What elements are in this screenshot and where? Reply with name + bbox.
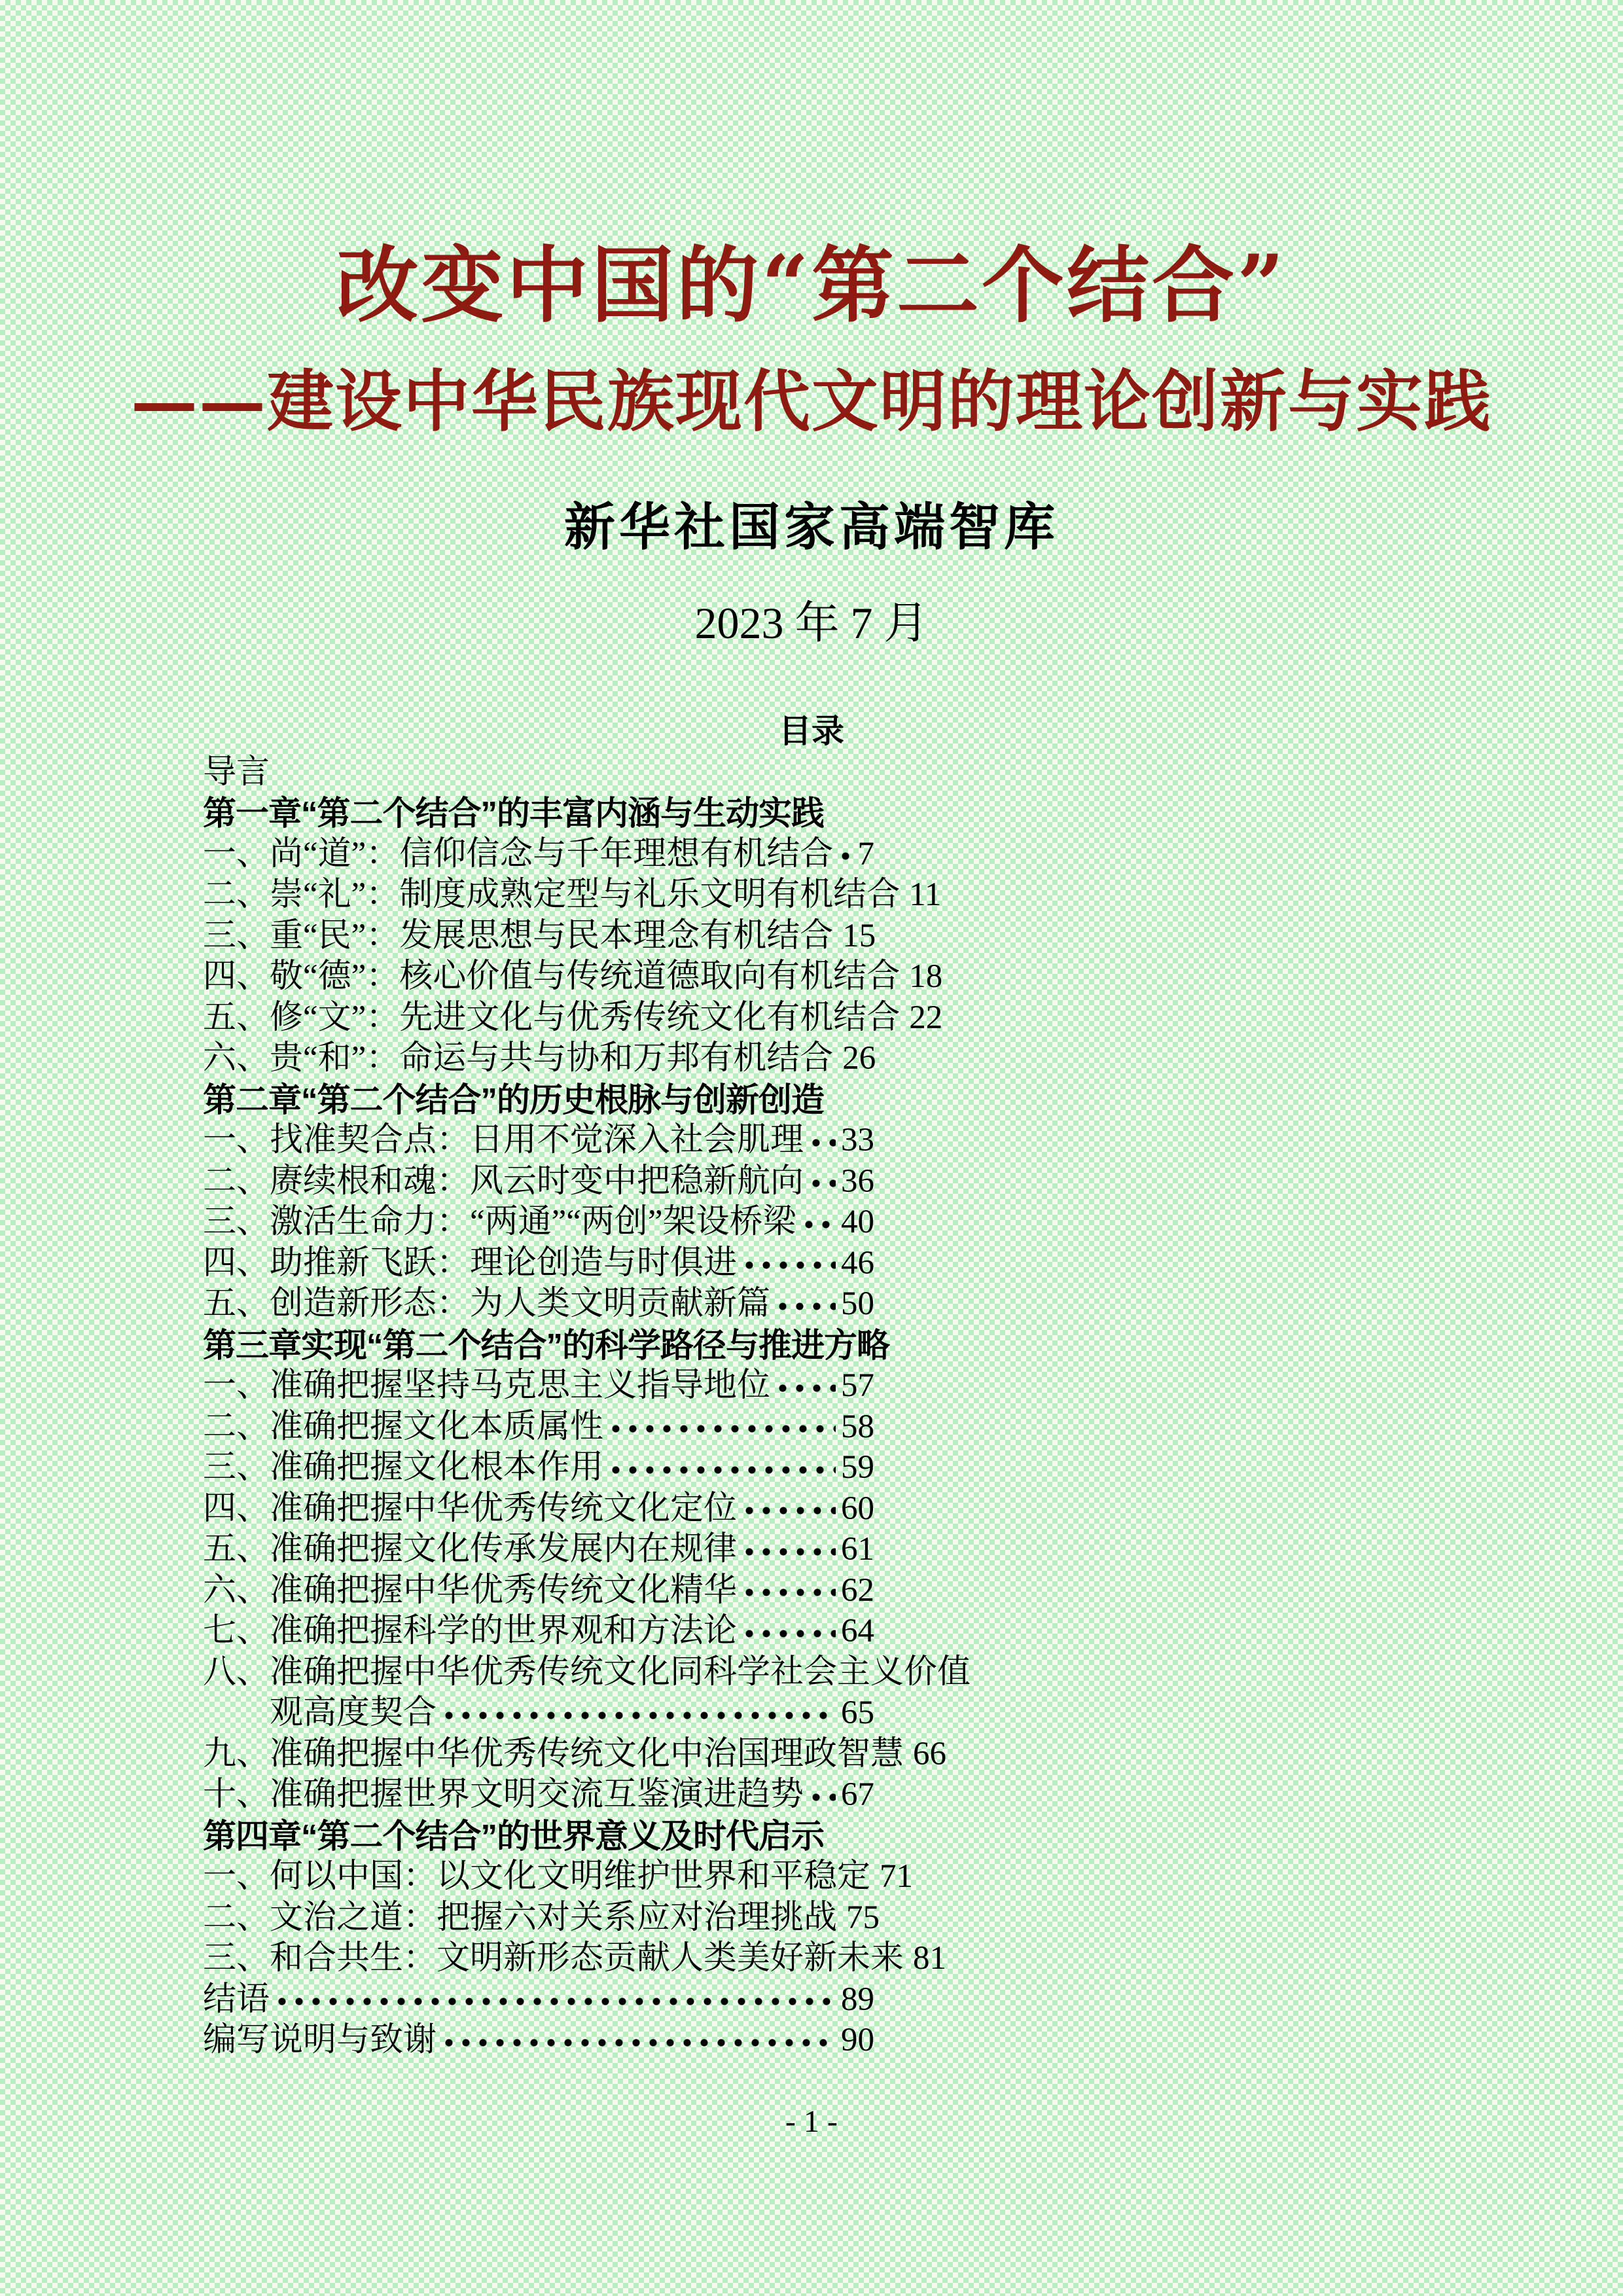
toc-entry-text: 四、敬“德”：核心价值与传统道德取向有机结合 [203, 958, 901, 996]
toc-entry [203, 1611, 874, 1653]
toc-page-number: 65 [841, 1695, 874, 1732]
toc-entry [203, 1939, 947, 1980]
toc-entry-text: 七、准确把握科学的世界观和方法论 [203, 1613, 738, 1650]
toc-entry [203, 1570, 874, 1611]
toc-entry [203, 1284, 874, 1325]
toc-chapter-heading [203, 1325, 890, 1366]
toc-page-number: 15 [842, 917, 876, 954]
toc-page-number: 36 [841, 1162, 874, 1200]
document-date: 2023 年 7 月 [694, 598, 929, 648]
toc-entry-text: 一、尚“道”：信仰信念与千年理想有机结合 [203, 835, 834, 872]
toc-dot-leader [808, 1787, 836, 1807]
toc-dot-leader [808, 1174, 836, 1193]
toc-dot-leader [741, 1624, 836, 1643]
toc-page-number: 66 [913, 1735, 947, 1772]
toc-page-number: 62 [841, 1571, 874, 1609]
toc-page-number: 7 [857, 835, 874, 872]
toc-page-number: 22 [909, 999, 943, 1036]
toc-chapter-heading [203, 1816, 874, 1857]
toc-dot-leader [440, 1706, 836, 1725]
toc-entry [203, 1243, 874, 1284]
toc-entry-text: 一、找准契合点：日用不觉深入社会肌理 [203, 1122, 804, 1159]
toc-page-number: 58 [841, 1408, 874, 1445]
toc-entry [203, 1121, 874, 1162]
toc-entry-text: 六、贵“和”：命运与共与协和万邦有机结合 [203, 1040, 834, 1077]
toc-dot-leader [607, 1419, 836, 1439]
page-number-footer: - 1 - [785, 2104, 838, 2139]
toc-entry-text: 四、助推新飞跃：理论创造与时俱进 [203, 1244, 738, 1282]
toc-entry [203, 997, 943, 1039]
toc-entry-text: 观高度契合 [270, 1695, 437, 1732]
toc-entry-text: 五、修“文”：先进文化与优秀传统文化有机结合 [203, 999, 901, 1036]
toc-chapter-heading [203, 793, 874, 834]
toc-page-number: 60 [841, 1490, 874, 1527]
toc-entry-text: 第四章“第二个结合”的世界意义及时代启示 [203, 1817, 825, 1855]
toc-entry [203, 1979, 874, 2020]
toc-dot-leader [741, 1255, 836, 1275]
toc-page-number: 61 [841, 1531, 874, 1568]
toc-entry [203, 1857, 914, 1898]
toc-dot-leader [774, 1378, 836, 1398]
toc-dot-leader [607, 1460, 836, 1480]
document-title-line2: ——建设中华民族现代文明的理论创新与实践 [131, 363, 1492, 441]
toc-entry [203, 875, 942, 916]
toc-page-number: 90 [841, 2022, 874, 2059]
toc-entry [203, 1652, 971, 1693]
toc-dot-leader [741, 1583, 836, 1602]
toc-dot-leader [800, 1215, 836, 1234]
toc-dot-leader [837, 846, 852, 866]
toc-chapter-heading [203, 1079, 874, 1121]
toc-page-number: 40 [841, 1204, 874, 1241]
toc-entry [203, 752, 874, 793]
toc-entry-text: 第三章实现“第二个结合”的科学路径与推进方略 [203, 1326, 890, 1364]
toc-page-number: 57 [841, 1367, 874, 1405]
toc-entry-text: 第二章“第二个结合”的历史根脉与创新创造 [203, 1081, 825, 1119]
toc-entry [203, 1693, 874, 1734]
toc-entry [203, 1897, 880, 1939]
toc-entry [203, 916, 874, 957]
toc-entry [203, 1366, 874, 1407]
toc-dot-leader [741, 1501, 836, 1520]
toc-entry [203, 1734, 947, 1775]
toc-entry-text: 第一章“第二个结合”的丰富内涵与生动实践 [203, 795, 825, 833]
toc-dot-leader [274, 1992, 836, 2011]
toc-entry [203, 957, 943, 998]
toc-entry-text: 二、文治之道：把握六对关系应对治理挑战 [203, 1899, 838, 1936]
toc-entry-text: 五、创造新形态：为人类文明贡献新篇 [203, 1285, 771, 1323]
document-title-line1: 改变中国的“第二个结合” [336, 237, 1287, 334]
toc-list [203, 752, 971, 2061]
toc-page-number: 64 [841, 1613, 874, 1650]
toc-entry-text: 三、激活生命力：“两通”“两创”架设桥梁 [203, 1204, 796, 1241]
toc-entry [203, 834, 874, 875]
toc-entry [203, 1488, 874, 1530]
toc-dot-leader [808, 1133, 836, 1153]
document-author: 新华社国家高端智库 [563, 499, 1059, 556]
toc-entry-text: 一、准确把握坚持马克思主义指导地位 [203, 1367, 771, 1405]
toc-dot-leader [440, 2033, 836, 2053]
toc-page-number: 50 [841, 1285, 874, 1323]
toc-page-number: 67 [841, 1776, 874, 1814]
toc-entry [203, 1407, 874, 1448]
toc-entry-text: 结语 [203, 1981, 270, 2018]
toc-entry [203, 1039, 874, 1080]
toc-entry-text: 五、准确把握文化传承发展内在规律 [203, 1531, 738, 1568]
table-of-contents [0, 711, 1623, 2061]
toc-entry-text: 四、准确把握中华优秀传统文化定位 [203, 1490, 738, 1527]
toc-heading: 目录 [779, 713, 844, 749]
toc-dot-leader [774, 1297, 836, 1316]
toc-entry-text: 九、准确把握中华优秀传统文化中治国理政智慧 [203, 1735, 904, 1772]
toc-entry [203, 1202, 874, 1244]
toc-entry-text: 导言 [203, 753, 270, 791]
toc-entry-text: 二、准确把握文化本质属性 [203, 1408, 604, 1445]
toc-page-number: 59 [841, 1449, 874, 1486]
toc-entry-text: 二、崇“礼”：制度成熟定型与礼乐文明有机结合 [203, 876, 901, 914]
toc-entry-text: 三、准确把握文化根本作用 [203, 1449, 604, 1486]
toc-page-number: 46 [841, 1244, 874, 1282]
toc-page-number: 11 [909, 876, 942, 914]
toc-entry-text: 一、何以中国：以文化文明维护世界和平稳定 [203, 1858, 871, 1895]
toc-entry [203, 1448, 874, 1489]
toc-page-number: 71 [880, 1858, 914, 1895]
toc-entry-text: 十、准确把握世界文明交流互鉴演进趋势 [203, 1776, 804, 1814]
toc-entry-text: 二、赓续根和魂：风云时变中把稳新航向 [203, 1162, 804, 1200]
toc-entry-text: 六、准确把握中华优秀传统文化精华 [203, 1571, 738, 1609]
toc-entry-text: 八、准确把握中华优秀传统文化同科学社会主义价值 [203, 1653, 971, 1691]
toc-page-number: 26 [842, 1040, 876, 1077]
toc-page-number: 89 [841, 1981, 874, 2018]
toc-entry [203, 1161, 874, 1202]
toc-entry-text: 三、和合共生：文明新形态贡献人类美好新未来 [203, 1940, 904, 1977]
toc-page-number: 81 [913, 1940, 947, 1977]
toc-dot-leader [741, 1542, 836, 1562]
toc-page-number: 33 [841, 1122, 874, 1159]
toc-page-number: 18 [909, 958, 943, 996]
toc-entry [203, 1530, 874, 1571]
toc-entry [203, 2020, 874, 2062]
toc-entry-text: 三、重“民”：发展思想与民本理念有机结合 [203, 917, 834, 954]
toc-page-number: 75 [846, 1899, 880, 1936]
toc-entry [203, 1775, 874, 1816]
toc-entry-text: 编写说明与致谢 [203, 2022, 437, 2059]
document-header [0, 0, 1623, 651]
